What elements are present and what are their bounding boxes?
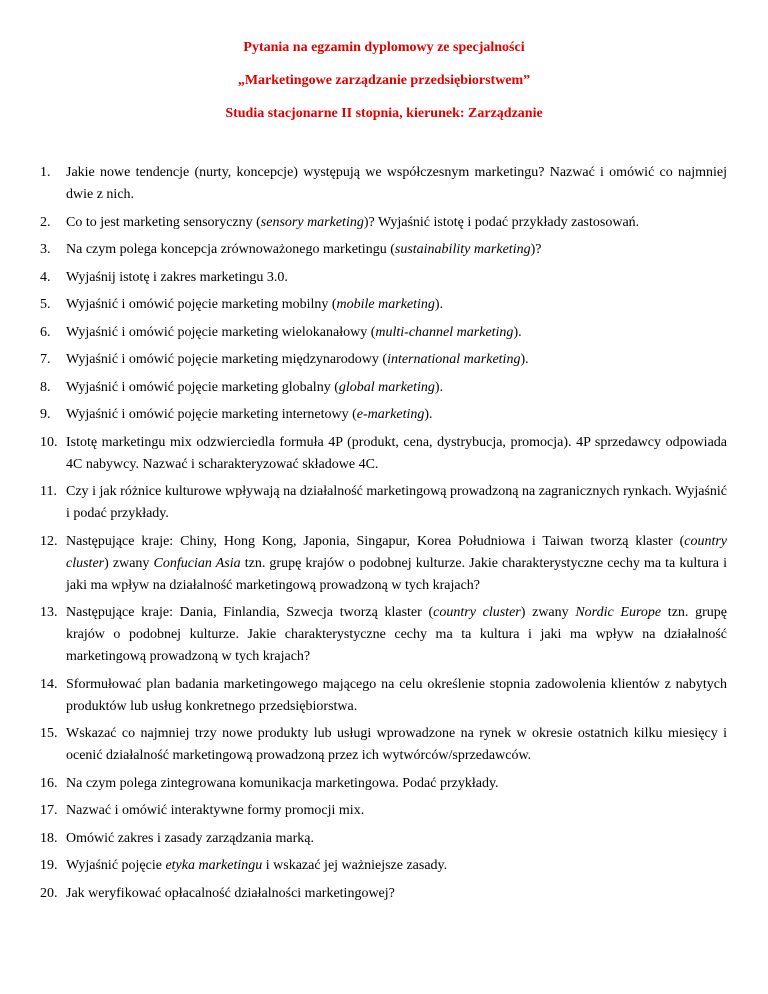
question-number: 9. (40, 407, 51, 422)
question-text-segment: Wyjaśnić i omówić pojęcie marketing międzynarodowy ( (66, 352, 388, 367)
question-text-segment: ) zwany (520, 605, 576, 620)
question-term-italic: country cluster (433, 605, 521, 620)
question-term-italic: mobile marketing (336, 297, 435, 312)
question-number: 2. (40, 214, 51, 230)
question-text (66, 674, 727, 718)
question-term-italic: Confucian Asia (153, 555, 241, 571)
question-number: 1. (40, 165, 51, 180)
question-term-italic: global marketing (338, 379, 435, 395)
question-text-segment: Na czym polega zintegrowana komunikacja marketingowa. Podać przykłady. (66, 775, 499, 791)
question-text (66, 602, 727, 668)
question-term-italic: multi-channel marketing (375, 324, 514, 340)
question-number: 4. (40, 269, 51, 285)
question-number: 16. (40, 775, 58, 791)
question-item (40, 883, 727, 905)
question-item (40, 674, 727, 718)
question-text (66, 800, 727, 822)
question-term-italic: country cluster (66, 533, 727, 571)
question-text-segment: ) zwany (104, 555, 154, 571)
title-line-3: Studia stacjonarne II stopnia, kierunek: Zarządzanie (225, 106, 543, 121)
question-text-segment: Wyjaśnić i omówić pojęcie marketing mobilny ( (66, 297, 337, 312)
question-item (40, 162, 727, 206)
question-text-segment: ). (520, 352, 529, 367)
question-text-segment: Nazwać i omówić interaktywne formy promocji mix. (66, 803, 365, 818)
question-item (40, 481, 727, 525)
question-text-segment: )? Wyjaśnić istotę i podać przykłady zastosowań. (363, 214, 640, 230)
question-number: 20. (40, 885, 58, 901)
question-item (40, 800, 727, 822)
question-item (40, 602, 727, 668)
question-item (40, 828, 727, 850)
question-text (66, 162, 727, 206)
question-text (66, 855, 727, 877)
question-item (40, 432, 727, 476)
question-text-segment: Następujące kraje: Dania, Finlandia, Szwecja tworzą klaster ( (66, 605, 434, 620)
question-number: 10. (40, 434, 58, 450)
question-text-segment: Omówić zakres i zasady zarządzania marką. (66, 830, 314, 846)
question-number: 15. (40, 726, 58, 741)
question-text-segment: Co to jest marketing sensoryczny ( (66, 214, 261, 230)
question-item (40, 855, 727, 877)
question-item (40, 294, 727, 316)
question-text-segment: Czy i jak różnice kulturowe wpływają na działalność marketingową prowadzoną na zagranicznych rynkach. Wyjaśnić i podać przykłady. (66, 484, 727, 521)
question-text-segment: Na czym polega koncepcja zrównoważonego marketingu ( (66, 242, 395, 257)
question-list (40, 162, 727, 910)
question-number: 18. (40, 830, 58, 846)
question-item (40, 773, 727, 795)
question-text-segment: ). (513, 324, 522, 340)
question-text (66, 883, 727, 905)
question-text-segment: ). (434, 379, 444, 395)
title-line-1: Pytania na egzamin dyplomowy ze specjalności (243, 40, 525, 55)
question-number: 5. (40, 297, 51, 312)
question-text-segment: Wyjaśnić pojęcie (66, 858, 166, 873)
question-item (40, 212, 727, 234)
question-item (40, 531, 727, 597)
question-number: 12. (40, 533, 58, 549)
question-number: 6. (40, 324, 51, 340)
question-item (40, 377, 727, 399)
question-item (40, 349, 727, 371)
question-text (66, 239, 727, 261)
question-text-segment: Sformułować plan badania marketingowego mającego na celu określenie stopnia zadowolenia klientów z nabytych produktów lub usług konkretnego przedsiębiorstwa. (66, 676, 727, 714)
question-text (66, 723, 727, 767)
question-text-segment: tzn. grupę krajów o podobnej kulturze. Jakie charakterystyczne cechy ma ta kultura i jaki ma wpływ na działalność marketingową prowadzoną w tych krajach? (66, 555, 728, 593)
question-text-segment: Wyjaśnij istotę i zakres marketingu 3.0. (66, 269, 288, 285)
question-item (40, 239, 727, 261)
question-text-segment: Istotę marketingu mix odzwierciedla formuła 4P (produkt, cena, dystrybucja, promocja). 4P sprzedawcy odpowiada 4C nabywcy. Nazwać i scharakteryzować składowe 4C. (66, 434, 727, 472)
question-text-segment: Jakie nowe tendencje (nurty, koncepcje) występują we współczesnym marketingu? Nazwać i omówić co najmniej dwie z nich. (66, 165, 727, 202)
question-text (66, 349, 727, 371)
question-text-segment: ). (424, 407, 433, 422)
question-text-segment: Jak weryfikować opłacalność działalności marketingowej? (66, 885, 395, 901)
question-term-italic: international marketing (387, 352, 521, 367)
question-text (66, 212, 727, 234)
question-text (66, 377, 727, 399)
title-line-2: „Marketingowe zarządzanie przedsiębiorstwem” (237, 73, 531, 88)
question-text (66, 773, 727, 795)
question-text-segment: ). (434, 297, 444, 312)
question-number: 19. (40, 858, 58, 873)
question-term-italic: e-marketing (356, 407, 425, 422)
question-number: 8. (40, 379, 51, 395)
question-text-segment: Wyjaśnić i omówić pojęcie marketing wielokanałowy ( (66, 324, 376, 340)
question-text (66, 828, 727, 850)
question-text-segment: tzn. grupę krajów o podobnej kulturze. Jakie charakterystyczne cechy ma ta kultura i jaki ma wpływ na działalność marketingową prowadzoną w tych krajach? (66, 605, 727, 664)
question-term-italic: etyka marketingu (165, 858, 263, 873)
question-item (40, 322, 727, 344)
question-text-segment: Wyjaśnić i omówić pojęcie marketing globalny ( (66, 379, 339, 395)
question-text-segment: Następujące kraje: Chiny, Hong Kong, Japonia, Singapur, Korea Południowa i Taiwan tworzą klaster ( (66, 533, 685, 549)
question-text-segment: Wyjaśnić i omówić pojęcie marketing internetowy ( (66, 407, 357, 422)
question-term-italic: Nordic Europe (575, 605, 662, 620)
question-text (66, 531, 727, 597)
question-item (40, 267, 727, 289)
question-number: 14. (40, 676, 58, 692)
question-number: 11. (40, 484, 57, 499)
question-number: 13. (40, 605, 58, 620)
question-text-segment: )? (530, 242, 542, 257)
question-number: 3. (40, 242, 51, 257)
question-text (66, 322, 727, 344)
question-number: 7. (40, 352, 51, 367)
question-text (66, 267, 727, 289)
question-text (66, 432, 727, 476)
question-term-italic: sensory marketing (260, 214, 364, 230)
question-text (66, 294, 727, 316)
question-text-segment: i wskazać jej ważniejsze zasady. (262, 858, 448, 873)
question-text (66, 404, 727, 426)
question-item (40, 404, 727, 426)
question-number: 17. (40, 803, 58, 818)
question-text-segment: Wskazać co najmniej trzy nowe produkty lub usługi wprowadzone na rynek w okresie ostatnich kilku miesięcy i ocenić działalność marketingową prowadzoną przez ich wytwórców/sprzedawców. (66, 726, 727, 763)
question-item (40, 723, 727, 767)
question-term-italic: sustainability marketing (394, 242, 531, 257)
question-text (66, 481, 727, 525)
